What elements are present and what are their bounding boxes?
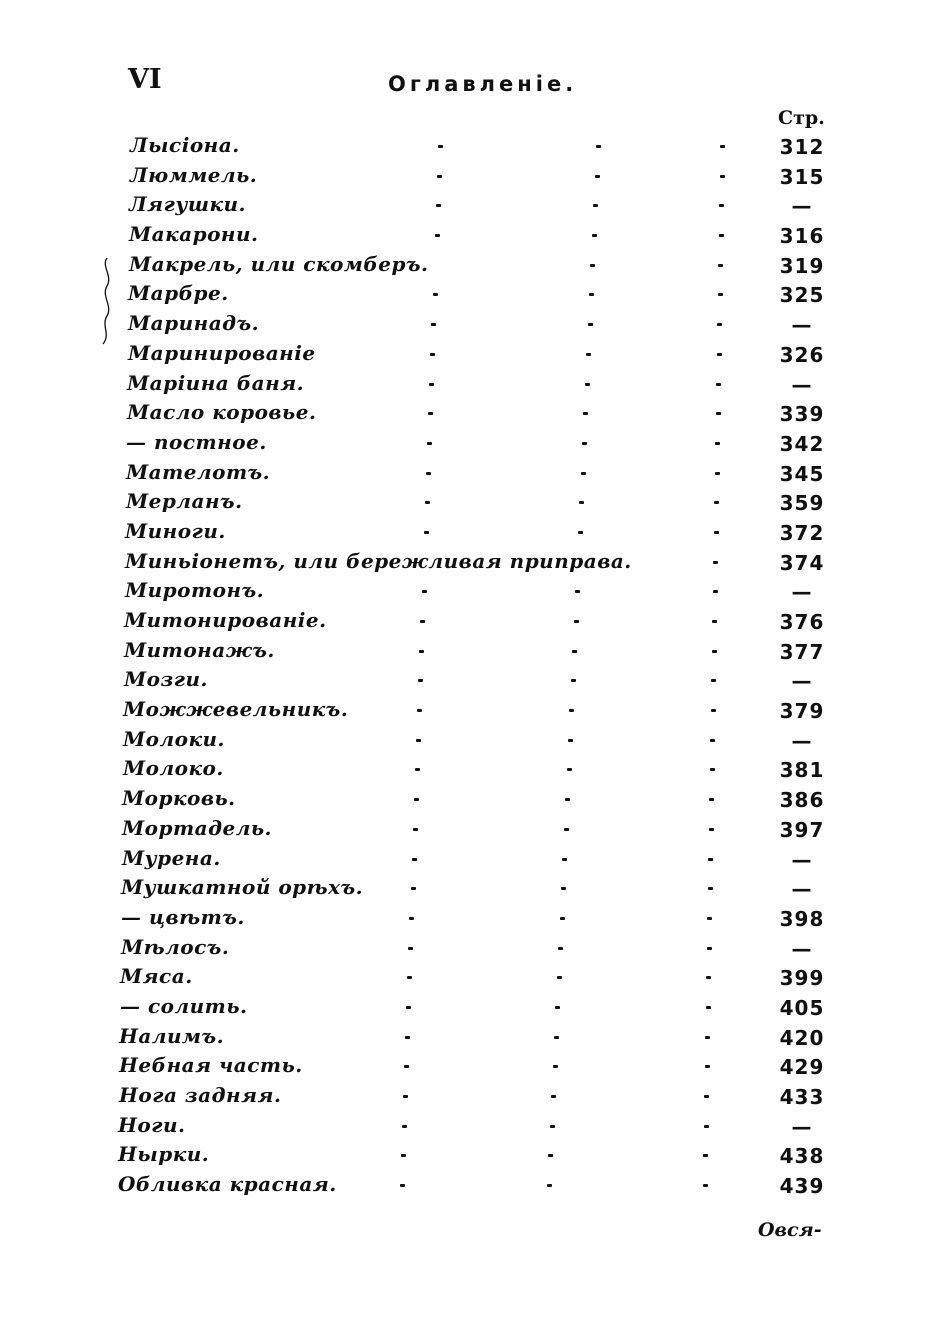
dot-leader xyxy=(413,828,418,831)
toc-row xyxy=(0,458,936,488)
toc-entry-title: Молоко. xyxy=(123,756,224,781)
toc-row xyxy=(0,784,936,814)
toc-entry-title: Мозги. xyxy=(124,667,208,692)
dot-leader xyxy=(714,501,719,504)
toc-row xyxy=(0,250,936,280)
dot-leader xyxy=(557,976,562,979)
dot-leader xyxy=(567,768,572,771)
dot-leader xyxy=(583,412,588,415)
toc-page-number: 312 xyxy=(779,135,825,159)
dot-leader xyxy=(571,679,576,682)
toc-page-number: 319 xyxy=(779,253,825,278)
catchword: Овся- xyxy=(758,1219,822,1241)
dot-leader xyxy=(407,976,412,979)
toc-row xyxy=(0,1140,936,1170)
toc-entry-title: Миньіонетъ, или бережливая приправа. xyxy=(125,548,632,573)
dot-leader xyxy=(548,1154,553,1157)
toc-page-number: — xyxy=(791,313,813,338)
toc-page-number: 376 xyxy=(779,610,825,634)
dot-leader xyxy=(592,234,597,237)
dot-leader xyxy=(595,175,600,178)
dot-leader xyxy=(425,501,430,504)
toc-page-number: 433 xyxy=(779,1085,825,1109)
toc-page-number: 339 xyxy=(779,402,825,427)
toc-row xyxy=(0,606,936,636)
toc-row xyxy=(0,725,936,755)
toc-entry-title: Лягушки. xyxy=(129,192,247,217)
toc-page-number: 386 xyxy=(779,788,825,813)
dot-leader xyxy=(585,383,590,386)
toc-page-number: 439 xyxy=(779,1174,825,1199)
dot-leader xyxy=(711,709,716,712)
toc-entry-title: Маріина баня. xyxy=(127,370,305,395)
toc-entry-title: Макрель, или скомберъ. xyxy=(129,251,429,276)
toc-row xyxy=(0,547,936,577)
toc-row xyxy=(0,220,936,250)
dot-leader xyxy=(426,472,431,475)
dot-leader xyxy=(568,739,573,742)
dot-leader xyxy=(712,650,717,653)
toc-row xyxy=(0,665,936,695)
toc-entry-title: Митонажъ. xyxy=(124,637,275,662)
dot-leader xyxy=(715,472,720,475)
dot-leader xyxy=(710,768,715,771)
dot-leader xyxy=(590,264,595,267)
dot-leader xyxy=(703,1154,708,1157)
dot-leader xyxy=(575,590,580,593)
toc-row xyxy=(0,398,936,428)
dot-leader xyxy=(720,175,725,178)
dot-leader xyxy=(710,739,715,742)
toc-row xyxy=(0,1051,936,1081)
dot-leader xyxy=(707,947,712,950)
dot-leader xyxy=(404,1065,409,1068)
toc-page-number: 372 xyxy=(779,520,825,545)
dot-leader xyxy=(436,204,441,207)
toc-page-number: — xyxy=(791,194,813,219)
dot-leader xyxy=(579,501,584,504)
toc-entry-title: Маринированіе xyxy=(128,340,316,365)
dot-leader xyxy=(706,1006,711,1009)
toc-entry-title: Нырки. xyxy=(118,1142,210,1167)
toc-entry-title: Ноги. xyxy=(118,1112,186,1137)
toc-page-number: 429 xyxy=(779,1055,825,1080)
dot-leader xyxy=(427,442,432,445)
toc-entry-title: Морковь. xyxy=(122,786,236,811)
toc-page-number: 405 xyxy=(779,995,825,1020)
toc-entry-title: Миноги. xyxy=(125,518,226,543)
dot-leader xyxy=(717,353,722,356)
dot-leader xyxy=(564,828,569,831)
dot-leader xyxy=(565,798,570,801)
toc-row xyxy=(0,190,936,220)
dot-leader xyxy=(709,798,714,801)
dot-leader xyxy=(430,353,435,356)
toc-row xyxy=(0,933,936,963)
dot-leader xyxy=(714,531,719,534)
toc-row xyxy=(0,1111,936,1141)
dot-leader xyxy=(560,917,565,920)
toc-row xyxy=(0,754,936,784)
dot-leader xyxy=(718,264,723,267)
toc-page-number: 342 xyxy=(779,431,825,456)
dot-leader xyxy=(419,650,424,653)
dot-leader xyxy=(550,1125,555,1128)
toc-entry-title: Небная часть. xyxy=(119,1053,303,1078)
toc-entry-title: Мушкатной орѣхъ. xyxy=(121,875,364,900)
table-of-contents xyxy=(0,131,936,1200)
toc-row xyxy=(0,873,936,903)
toc-entry-title: Марбре. xyxy=(128,281,229,306)
dot-leader xyxy=(708,858,713,861)
toc-entry-title: Миротонъ. xyxy=(125,578,265,603)
dot-leader xyxy=(574,620,579,623)
toc-page-number: — xyxy=(791,669,813,694)
dot-leader xyxy=(562,858,567,861)
dot-leader xyxy=(408,947,413,950)
toc-page-number: 377 xyxy=(779,639,825,664)
toc-page-number: 379 xyxy=(779,699,825,724)
toc-row xyxy=(0,636,936,666)
dot-leader xyxy=(716,383,721,386)
dot-leader xyxy=(400,1184,405,1187)
toc-entry-title: Мяса. xyxy=(120,964,193,989)
dot-leader xyxy=(719,234,724,237)
toc-entry-title: Можжевельникъ. xyxy=(123,697,349,722)
toc-page-number: 374 xyxy=(779,550,825,575)
dot-leader xyxy=(596,145,601,148)
toc-entry-title: Мѣлосъ. xyxy=(121,934,230,959)
dot-leader xyxy=(437,175,442,178)
toc-entry-title: Нога задняя. xyxy=(119,1083,282,1107)
toc-row xyxy=(0,576,936,606)
dot-leader xyxy=(715,442,720,445)
dot-leader xyxy=(406,1006,411,1009)
toc-entry-title: — солить. xyxy=(120,993,248,1018)
dot-leader xyxy=(558,947,563,950)
dot-leader xyxy=(411,887,416,890)
toc-row xyxy=(0,1170,936,1200)
toc-page-number: — xyxy=(791,580,813,605)
dot-leader xyxy=(415,768,420,771)
toc-entry-title: Маринадъ. xyxy=(128,311,260,336)
dot-leader xyxy=(424,531,429,534)
toc-row xyxy=(0,131,936,161)
toc-entry-title: Лысіона. xyxy=(130,133,240,157)
dot-leader xyxy=(417,709,422,712)
toc-page-number: — xyxy=(791,372,813,397)
toc-entry-title: Мурена. xyxy=(122,845,221,870)
toc-row xyxy=(0,369,936,399)
dot-leader xyxy=(433,293,438,296)
toc-row xyxy=(0,487,936,517)
dot-leader xyxy=(409,917,414,920)
dot-leader xyxy=(716,412,721,415)
toc-entry-title: Макарони. xyxy=(129,222,259,247)
page-number: VI xyxy=(128,64,162,95)
toc-row xyxy=(0,962,936,992)
dot-leader xyxy=(569,709,574,712)
dot-leader xyxy=(713,561,718,564)
dot-leader xyxy=(717,323,722,326)
toc-page-number: 399 xyxy=(779,966,825,991)
toc-entry-title: Масло коровье. xyxy=(127,400,317,425)
dot-leader xyxy=(547,1184,552,1187)
toc-page-number: 438 xyxy=(779,1144,825,1169)
dot-leader xyxy=(428,412,433,415)
dot-leader xyxy=(713,590,718,593)
toc-page-number: 315 xyxy=(779,164,825,189)
toc-page-number: — xyxy=(791,728,813,753)
toc-page-number: 397 xyxy=(779,817,825,842)
toc-row xyxy=(0,903,936,933)
toc-row xyxy=(0,517,936,547)
dot-leader xyxy=(418,679,423,682)
dot-leader xyxy=(708,887,713,890)
dot-leader xyxy=(561,887,566,890)
toc-entry-title: Мортадель. xyxy=(122,815,273,840)
dot-leader xyxy=(416,739,421,742)
page-column-header: Стр. xyxy=(778,107,825,129)
toc-page-number: 345 xyxy=(779,461,825,486)
toc-entry-title: Митонированіе. xyxy=(124,608,327,632)
dot-leader xyxy=(554,1036,559,1039)
toc-row xyxy=(0,161,936,191)
dot-leader xyxy=(435,234,440,237)
toc-entry-title: — цвѣтъ. xyxy=(121,904,245,929)
toc-row xyxy=(0,695,936,725)
dot-leader xyxy=(553,1065,558,1068)
toc-row xyxy=(0,844,936,874)
toc-entry-title: Обливка красная. xyxy=(118,1172,337,1197)
dot-leader xyxy=(593,204,598,207)
dot-leader xyxy=(420,620,425,623)
toc-page-number: 381 xyxy=(779,758,825,783)
toc-row xyxy=(0,428,936,458)
toc-entry-title: — постное. xyxy=(126,429,267,454)
dot-leader xyxy=(401,1154,406,1157)
dot-leader xyxy=(707,917,712,920)
dot-leader xyxy=(719,204,724,207)
dot-leader xyxy=(712,620,717,623)
dot-leader xyxy=(572,650,577,653)
toc-row xyxy=(0,814,936,844)
running-title: Оглавленіе. xyxy=(388,72,578,96)
toc-entry-title: Люммель. xyxy=(130,162,258,187)
dot-leader xyxy=(581,472,586,475)
dot-leader xyxy=(720,145,725,148)
dot-leader xyxy=(551,1095,556,1098)
dot-leader xyxy=(582,442,587,445)
toc-entry-title: Налимъ. xyxy=(119,1023,225,1048)
toc-page-number: 359 xyxy=(779,491,825,516)
dot-leader xyxy=(429,383,434,386)
dot-leader xyxy=(414,798,419,801)
dot-leader xyxy=(403,1095,408,1098)
toc-page-number: 398 xyxy=(779,906,825,931)
toc-page-number: — xyxy=(791,847,813,872)
toc-row xyxy=(0,339,936,369)
dot-leader xyxy=(412,858,417,861)
toc-row xyxy=(0,1022,936,1052)
toc-page-number: — xyxy=(791,877,813,902)
dot-leader xyxy=(578,531,583,534)
dot-leader xyxy=(588,323,593,326)
toc-entry-title: Мателотъ. xyxy=(126,459,271,484)
toc-row xyxy=(0,1081,936,1111)
dot-leader xyxy=(589,293,594,296)
dot-leader xyxy=(705,1065,710,1068)
toc-page-number: — xyxy=(791,936,813,961)
dot-leader xyxy=(705,1036,710,1039)
toc-page-number: 420 xyxy=(779,1025,825,1050)
dot-leader xyxy=(555,1006,560,1009)
dot-leader xyxy=(703,1184,708,1187)
toc-page-number: 326 xyxy=(779,342,825,367)
toc-entry-title: Мерланъ. xyxy=(126,489,243,514)
dot-leader xyxy=(431,323,436,326)
toc-entry-title: Молоки. xyxy=(123,726,225,751)
toc-page-number: 325 xyxy=(779,283,825,308)
dot-leader xyxy=(704,1095,709,1098)
dot-leader xyxy=(711,679,716,682)
toc-row xyxy=(0,279,936,309)
toc-page-number: 316 xyxy=(779,224,825,249)
dot-leader xyxy=(718,293,723,296)
toc-page-number: — xyxy=(791,1114,813,1139)
toc-row xyxy=(0,992,936,1022)
dot-leader xyxy=(405,1036,410,1039)
dot-leader xyxy=(709,828,714,831)
dot-leader xyxy=(402,1125,407,1128)
dot-leader xyxy=(586,353,591,356)
dot-leader xyxy=(438,145,443,148)
dot-leader xyxy=(704,1125,709,1128)
toc-row xyxy=(0,309,936,339)
dot-leader xyxy=(706,976,711,979)
dot-leader xyxy=(422,590,427,593)
